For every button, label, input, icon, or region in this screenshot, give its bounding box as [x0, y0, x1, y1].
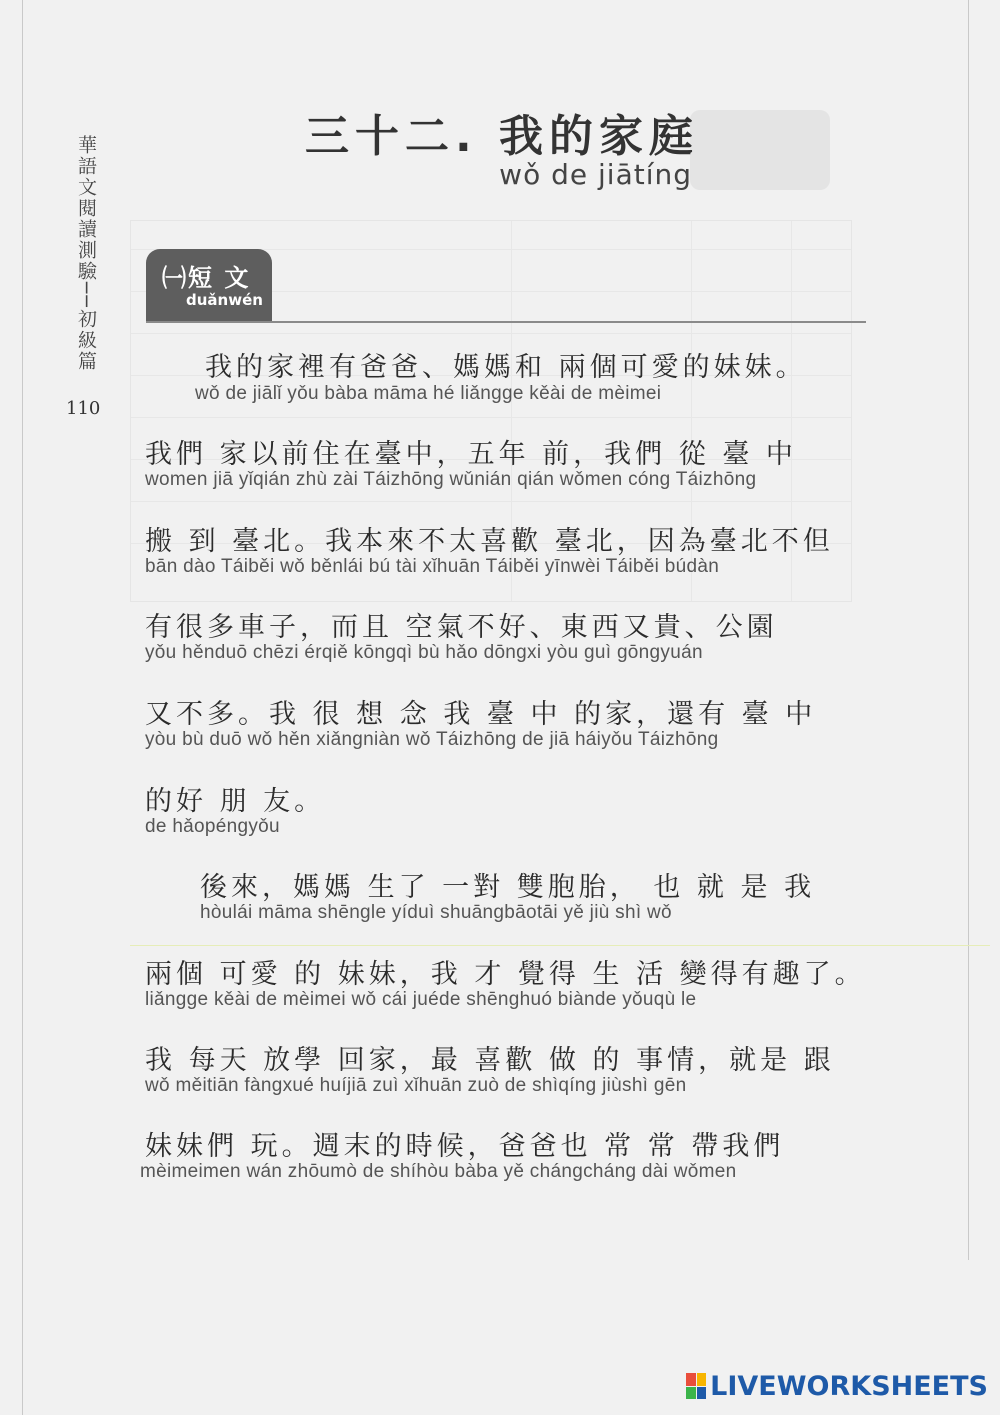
- passage-line-chinese: 我們 家以前住在臺中，五年 前，我們 從 臺 中: [145, 439, 797, 470]
- passage-line-chinese: 又不多。我 很 想 念 我 臺 中 的家，還有 臺 中: [145, 699, 817, 730]
- section-pinyin: duǎnwén: [186, 291, 263, 309]
- page-edge-line: [22, 0, 23, 1415]
- highlight-mark: [130, 945, 990, 946]
- liveworksheets-watermark[interactable]: [686, 1369, 988, 1403]
- passage-line-pinyin: hòulái māma shēngle yíduì shuāngbāotāi yě jiù shì wǒ: [200, 902, 672, 923]
- passage-line-chinese: 妹妹們 玩。週末的時候，爸爸也 常 常 帶我們: [145, 1131, 785, 1162]
- passage-line-chinese: 搬 到 臺北。我本來不太喜歡 臺北，因為臺北不但: [145, 526, 834, 557]
- passage-line-pinyin: yǒu hěnduō chēzi érqiě kōngqì bù hǎo dōngxi yòu guì gōngyuán: [145, 642, 703, 663]
- passage-line-pinyin: yòu bù duō wǒ hěn xiǎngniàn wǒ Táizhōng de jiā háiyǒu Táizhōng: [145, 729, 719, 750]
- section-divider: [146, 321, 866, 323]
- passage-line-chinese: 後來，媽媽 生了 一對 雙胞胎， 也 就 是 我: [200, 872, 816, 903]
- page-number: 110: [66, 398, 101, 419]
- passage-line-pinyin: wǒ měitiān fàngxué huíjiā zuì xǐhuān zuò de shìqíng jiùshì gēn: [145, 1075, 687, 1096]
- page-edge-line: [968, 0, 969, 1260]
- lesson-title-pinyin: wǒ de jiātíng: [499, 158, 692, 191]
- passage-line-chinese: 我的家裡有爸爸、媽媽和 兩個可愛的妹妹。: [205, 352, 807, 383]
- passage-line-pinyin: liǎngge kěài de mèimei wǒ cái juéde shēnghuó biànde yǒuqù le: [145, 989, 697, 1010]
- section-label: ㈠短 文: [162, 264, 251, 292]
- passage-line-chinese: 兩個 可愛 的 妹妹，我 才 覺得 生 活 變得有趣了。: [145, 959, 866, 990]
- section-badge: [146, 249, 272, 321]
- passage-line-chinese: 的好 朋 友。: [145, 786, 326, 817]
- lesson-title: 三十二. 我的家庭: [305, 111, 700, 162]
- watermark-text: LIVEWORKSHEETS: [710, 1370, 988, 1402]
- passage-line-pinyin: de hǎopéngyǒu: [145, 816, 280, 837]
- passage-line-pinyin: mèimeimen wán zhōumò de shíhòu bàba yě chángcháng dài wǒmen: [140, 1161, 737, 1182]
- bleed-through-box: [690, 110, 830, 190]
- passage-line-pinyin: women jiā yǐqián zhù zài Táizhōng wǔnián qián wǒmen cóng Táizhōng: [145, 469, 757, 490]
- liveworksheets-logo-icon: [686, 1373, 706, 1399]
- passage-line-chinese: 我 每天 放學 回家，最 喜歡 做 的 事情，就是 跟: [145, 1045, 835, 1076]
- passage-line-chinese: 有很多車子，而且 空氣不好、東西又貴、公園: [145, 612, 778, 643]
- book-side-title: 華語文閱讀測驗──初級篇: [75, 135, 97, 372]
- passage-line-pinyin: bān dào Táiběi wǒ běnlái bú tài xǐhuān Táiběi yīnwèi Táiběi búdàn: [145, 556, 720, 577]
- passage-line-pinyin: wǒ de jiālǐ yǒu bàba māma hé liǎngge kěài de mèimei: [195, 383, 662, 404]
